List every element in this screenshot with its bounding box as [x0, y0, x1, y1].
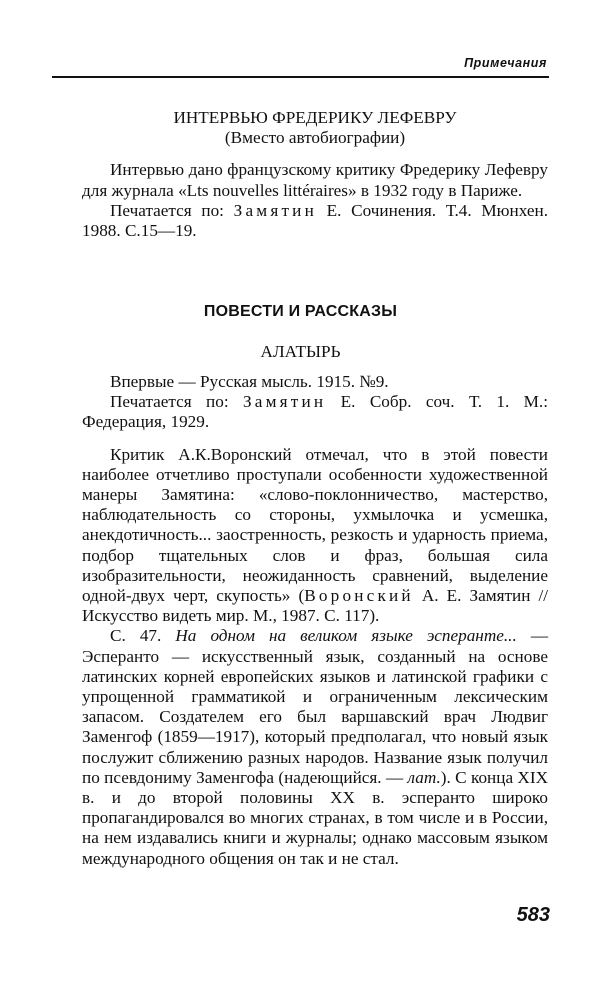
interview-paragraph: Интервью дано французскому критику Фредерику Лефевру для журнала «Lts nouvelles littéraires» в 1932 году в Париже.: [82, 160, 548, 200]
alatyr-title: АЛАТЫРЬ: [260, 342, 341, 361]
note-quote: На одном на великом языке эсперанте...: [175, 626, 517, 646]
note-page-ref: С. 47.: [110, 626, 176, 646]
alatyr-critic-paragraph: [82, 445, 548, 627]
alatyr-source-suffix: Е. Собр. соч. Т. 1. М.: Федерация, 1929.: [82, 392, 548, 432]
alatyr-source: [82, 392, 548, 432]
section-title: ПОВЕСТИ И РАССКАЗЫ: [203, 303, 398, 320]
alatyr-first-published: Впервые — Русская мысль. 1915. №9.: [110, 372, 389, 391]
interview-source-author: Замятин: [233, 200, 317, 220]
critic-paragraph-author: Воронский: [304, 586, 414, 606]
interview-source-prefix: Печатается по:: [110, 200, 234, 220]
interview-title: ИНТЕРВЬЮ ФРЕДЕРИКУ ЛЕФЕВРУ: [173, 108, 457, 127]
critic-paragraph-tail: А. Е. Замятин // Искусство видеть мир. М., 1987. С. 117).: [82, 586, 549, 626]
critic-paragraph-main: Критик А.К.Воронский отмечал, что в этой повести наиболее отчетливо проступали особенности художественной манеры Замятина: «слово-поклонничество, мастерство, наблюдательность со стороны, ухмылочка и усмешка, анекдотичность... заостренность, резкость и ударность приема, подбор тщательных слов и фраз, большая сила изобразительности, неожиданность сравнений, выделение одной-двух черт, скупость» (: [82, 444, 548, 606]
note-text-part2: ). С конца XIX в. и до второй половины XX в. эсперанто широко пропагандировался во многих странах, в том числе и в России, на нем издавались книги и журналы; однако массовым языком международного общения он так и не стал.: [82, 767, 548, 868]
interview-block: [82, 108, 548, 241]
running-head: [52, 52, 549, 78]
alatyr-block: [82, 372, 548, 869]
page-number: 583: [516, 904, 550, 926]
alatyr-note-esperanto: [82, 626, 548, 868]
interview-subtitle: (Вместо автобиографии): [224, 128, 406, 148]
note-text-part1: — Эсперанто — искусственный язык, созданный на основе латинских корней европейских языков и латинской графики с упрощенной грамматикой и ограниченным лексическим запасом. Создателем его был варшавский врач Людвиг Заменгоф (1859—1917), который предполагал, что новый язык послужит сближению разных народов. Название язык получил по псевдониму Заменгофа (надеющийся. —: [82, 626, 549, 787]
alatyr-source-prefix: Печатается по:: [110, 392, 243, 412]
interview-source: [82, 201, 548, 241]
interview-source-suffix: Е. Сочинения. Т.4. Мюнхен. 1988. С.15—19.: [82, 200, 549, 241]
alatyr-source-author: Замятин: [242, 392, 327, 412]
running-title: Примечания: [464, 56, 547, 70]
note-lat: лат.: [407, 767, 441, 787]
